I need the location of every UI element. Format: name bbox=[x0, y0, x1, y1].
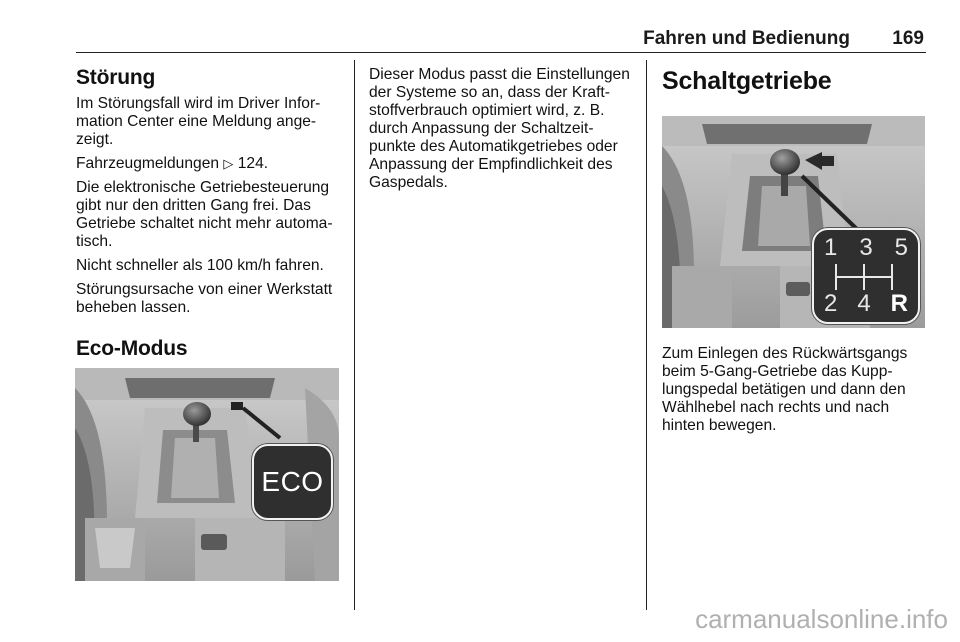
paragraph-eco-description: Dieser Modus passt die Einstellungen der Systeme so an, dass der Kraft-stoffverbrauch optimiert wird, z. B. durch Anpassung der Schaltzeit-punkte des Automatikgetriebes oder Anpassung der Empfindlichkeit des Gaspedals. bbox=[369, 66, 630, 191]
left-column bbox=[76, 66, 344, 361]
gear-label: 3 bbox=[859, 234, 873, 261]
paragraph-stoerung-4: Nicht schneller als 100 km/h fahren. bbox=[76, 257, 324, 274]
eco-button-callout bbox=[252, 444, 333, 520]
column-divider-right bbox=[646, 60, 647, 610]
gearshift-illustration bbox=[662, 116, 925, 328]
middle-column bbox=[369, 66, 637, 198]
paragraph-reverse-gear: Zum Einlegen des Rückwärtsgangs beim 5-Gang-Getriebe das Kupp-lungspedal betätigen und dann den Wählhebel nach rechts und nach hinten bewegen. bbox=[662, 345, 908, 434]
paragraph-stoerung-5: Störungsursache von einer Werkstatt beheben lassen. bbox=[76, 281, 333, 316]
page-number: 169 bbox=[892, 28, 924, 49]
paragraph-text: Fahrzeugmeldungen bbox=[76, 155, 220, 172]
section-title-stoerung: Störung bbox=[76, 66, 156, 89]
paragraph-stoerung-3: Die elektronische Getriebesteuerung gibt nur den dritten Gang frei. Das Getriebe schaltet nicht mehr automa-tisch. bbox=[76, 179, 333, 250]
section-title-schaltgetriebe: Schaltgetriebe bbox=[662, 67, 832, 95]
gear-label: 5 bbox=[894, 234, 908, 261]
gear-label-reverse: R bbox=[890, 290, 908, 317]
column-divider-left bbox=[354, 60, 355, 610]
right-column bbox=[662, 66, 928, 96]
section-title-eco-modus: Eco-Modus bbox=[76, 337, 188, 360]
eco-label: ECO bbox=[261, 466, 324, 497]
page-header-title: Fahren und Bedienung bbox=[643, 28, 850, 49]
gear-pattern-callout bbox=[812, 228, 920, 324]
paragraph-stoerung-1: Im Störungsfall wird im Driver Infor-mation Center eine Meldung ange-zeigt. bbox=[76, 95, 321, 148]
gear-row-bottom bbox=[824, 290, 908, 318]
gear-row-top bbox=[824, 234, 908, 262]
paragraph-stoerung-2 bbox=[76, 155, 344, 173]
header-rule bbox=[76, 52, 926, 53]
gear-label: 2 bbox=[824, 290, 838, 317]
gear-label: 1 bbox=[824, 234, 838, 261]
triangle-right-icon: ▷ bbox=[223, 156, 234, 171]
eco-mode-illustration bbox=[75, 368, 339, 581]
right-column-text bbox=[662, 345, 928, 441]
footer-watermark: carmanualsonline.info bbox=[695, 604, 948, 634]
gear-label: 4 bbox=[857, 290, 871, 317]
page-reference-link[interactable]: 124. bbox=[237, 155, 269, 172]
